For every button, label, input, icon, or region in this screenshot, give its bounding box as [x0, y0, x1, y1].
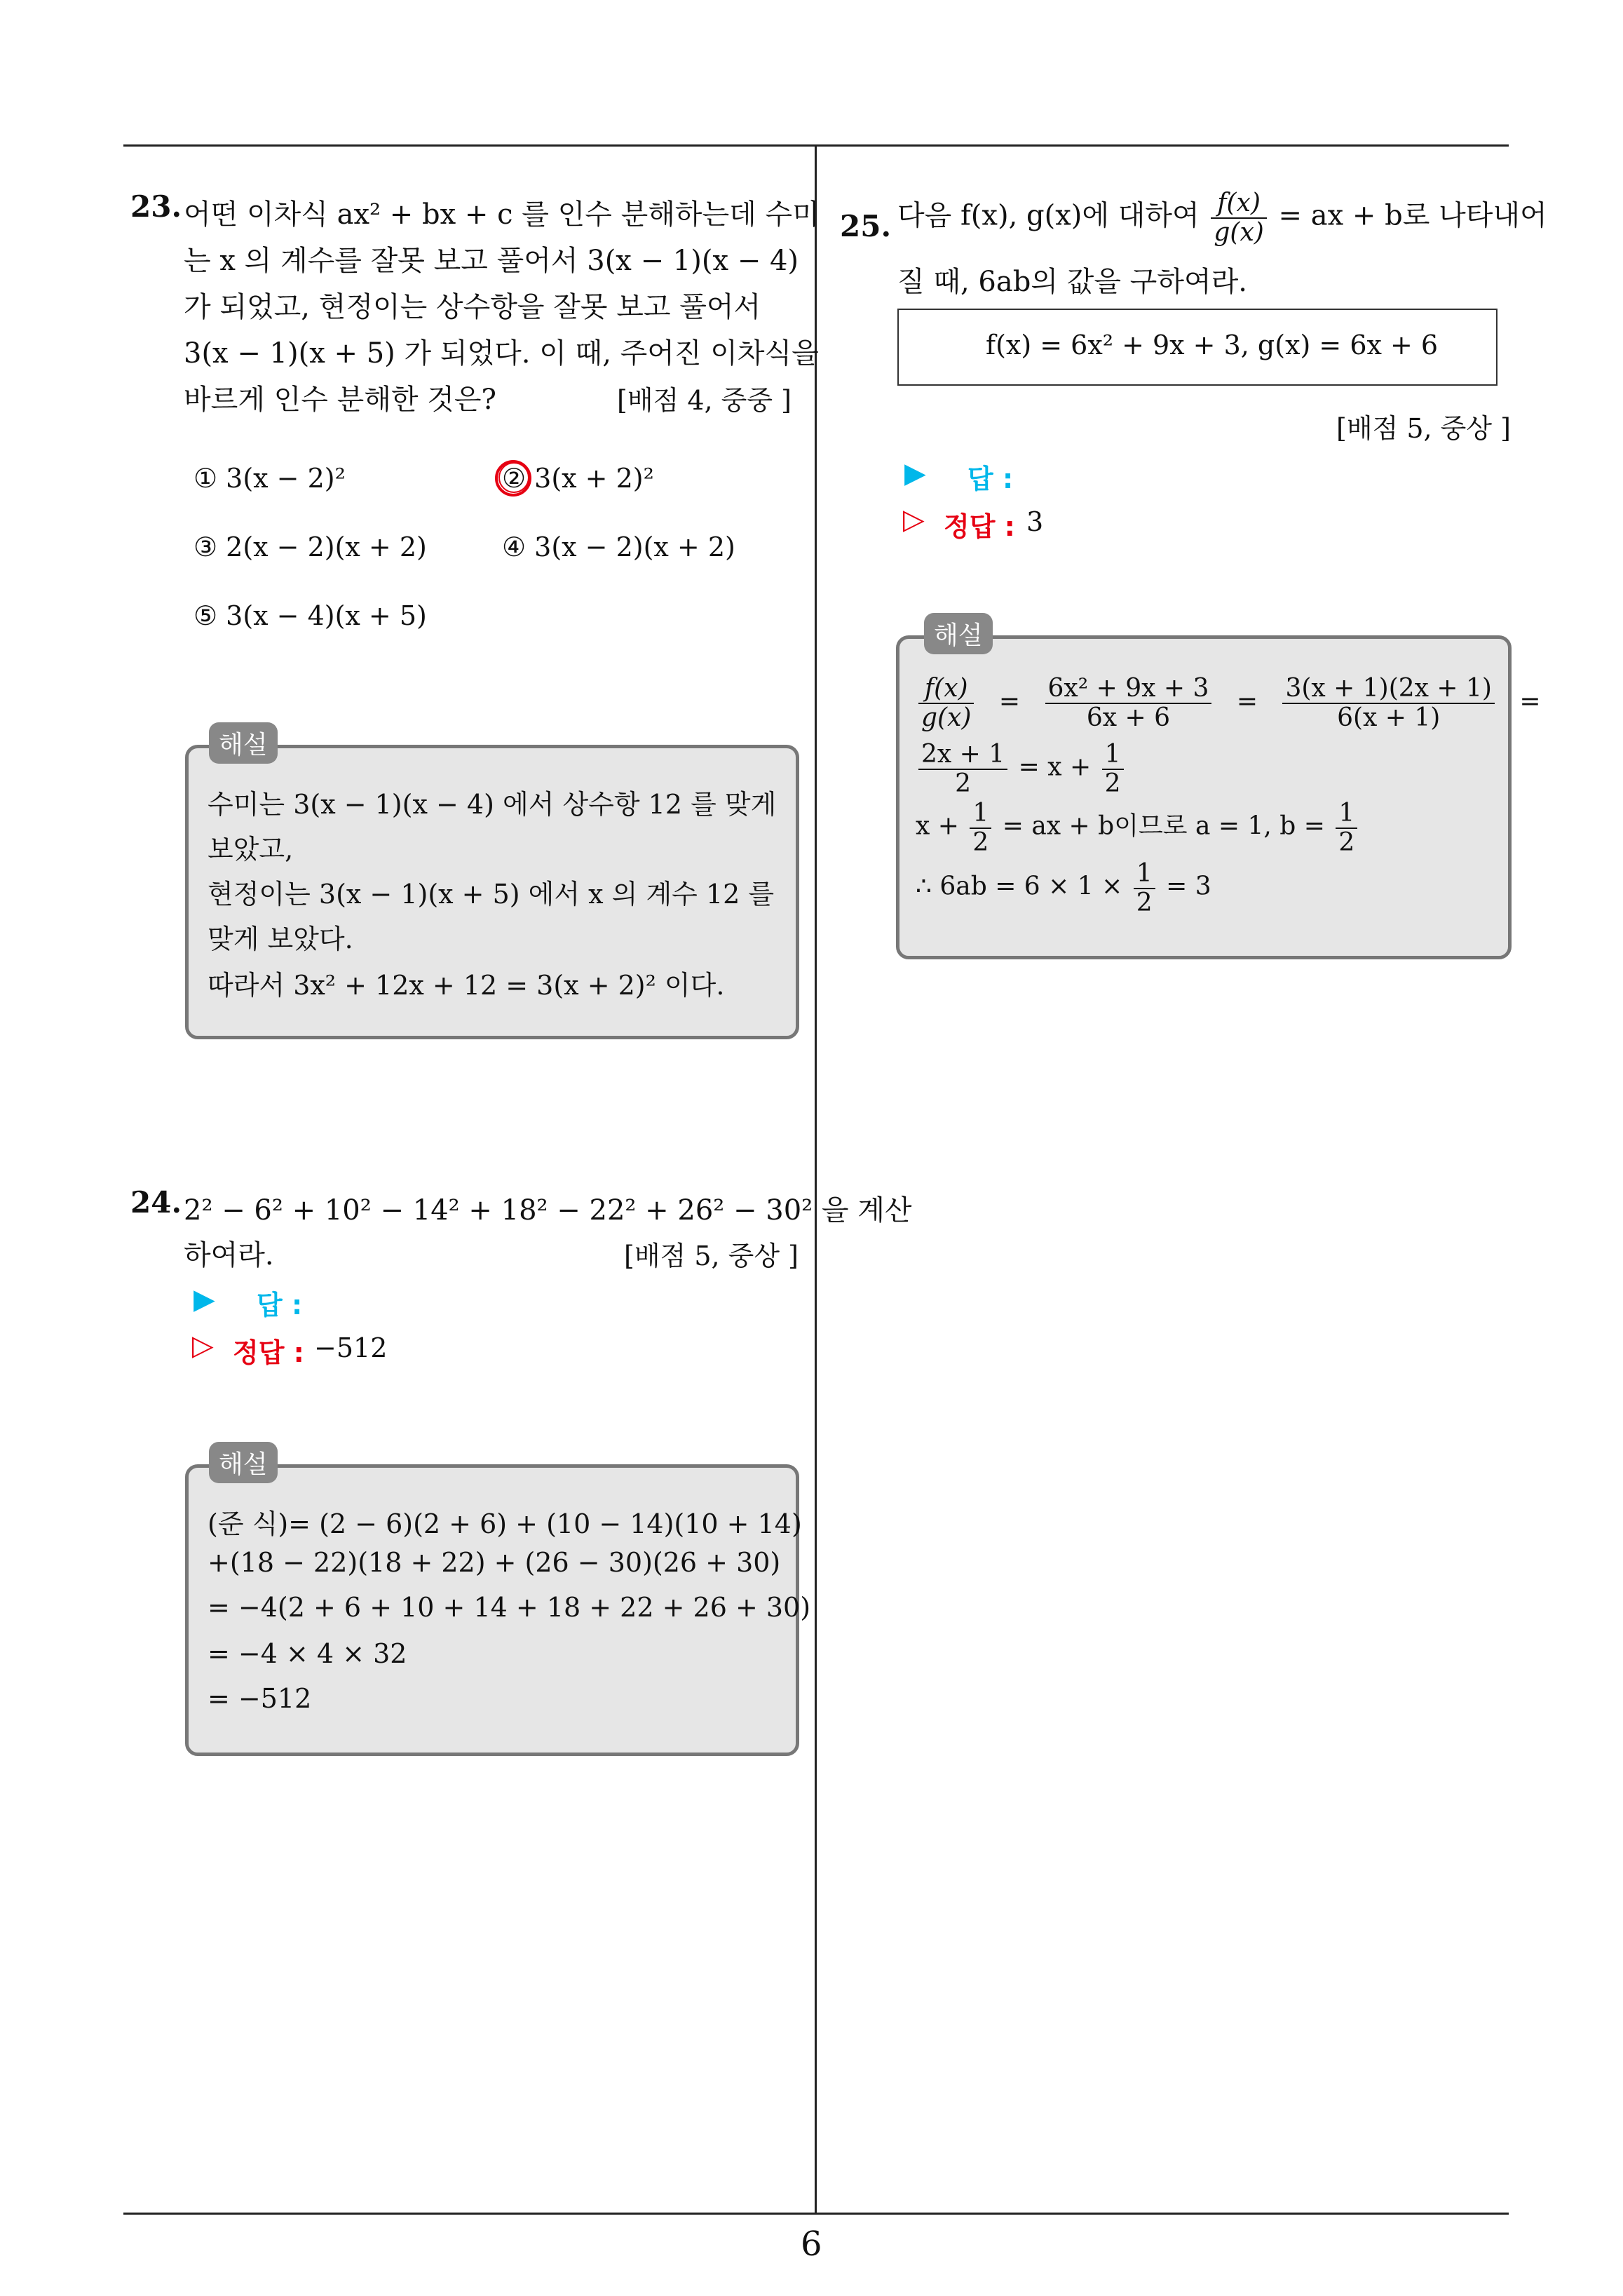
- q23-choice-3[interactable]: ③ 2(x − 2)(x + 2): [193, 532, 427, 562]
- q23-score: [배점 4, 중중 ]: [617, 385, 792, 416]
- q25-score: [배점 5, 중상 ]: [1336, 413, 1511, 444]
- q24-solution-line-2: +(18 − 22)(18 + 22) + (26 − 30)(26 + 30): [208, 1547, 781, 1578]
- q23-solution-line-3: 현정이는 3(x − 1)(x + 5) 에서 x 의 계수 12 를: [208, 879, 775, 910]
- q25-key-arrow-icon: ▷: [903, 504, 925, 536]
- q25-given-text: f(x) = 6x² + 9x + 3, g(x) = 6x + 6: [986, 330, 1439, 360]
- q25-key-value: 3: [1026, 506, 1044, 537]
- q24-score: [배점 5, 중상 ]: [624, 1241, 799, 1271]
- q24-line-2: 하여라.: [184, 1239, 274, 1271]
- column-divider: [815, 144, 817, 2213]
- selected-answer-circle-icon: [491, 456, 536, 501]
- q25-line-1a: 다음 f(x), g(x)에 대하여: [897, 199, 1200, 232]
- q24-line-1: 2² − 6² + 10² − 14² + 18² − 22² + 26² − 30² 을 계산: [184, 1194, 912, 1227]
- q23-solution-tag: 해설: [209, 722, 278, 764]
- q23-line-1: 어떤 이차식 ax² + bx + c 를 인수 분해하는데 수미: [184, 198, 820, 231]
- q23-choice-5[interactable]: ⑤ 3(x − 4)(x + 5): [193, 600, 427, 631]
- q24-answer-label: 답 :: [257, 1290, 303, 1321]
- q23-line-5: 바르게 인수 분해한 것은?: [184, 384, 496, 416]
- q24-key-arrow-icon: ▷: [192, 1330, 214, 1362]
- q25-solution-row-1: $\frac{f(x)}{g(x)}$ = $\frac{\text{6x² + 9x + 3}}{6x + 6}$ = $\frac{3(x + 1)(2x + 1)}{6(x + 1)}$ =: [916, 675, 1555, 731]
- q23-line-3: 가 되었고, 현정이는 상수항을 잘못 보고 풀어서: [184, 291, 761, 323]
- q25-line-1: [897, 189, 1547, 246]
- q25-key-label: 정답 :: [944, 511, 1015, 542]
- bottom-rule: [123, 2213, 1509, 2215]
- q25-line-1b: = ax + b로 나타내어: [1278, 199, 1547, 232]
- q23-line-2: 는 x 의 계수를 잘못 보고 풀어서 3(x − 1)(x − 4): [184, 245, 799, 277]
- q24-number: 24.: [130, 1185, 182, 1220]
- q23-choice-2[interactable]: ② 3(x + 2)²: [502, 463, 654, 494]
- q25-line-2: 질 때, 6ab의 값을 구하여라.: [897, 266, 1247, 298]
- q23-choice-4[interactable]: ④ 3(x − 2)(x + 2): [502, 532, 735, 562]
- q24-key-label: 정답 :: [233, 1337, 304, 1368]
- q25-number: 25.: [840, 209, 892, 243]
- q25-solution-row-3: x + $\frac{1}{2}$ = ax + b이므로 a = 1, b = $\frac{1}{2}$: [916, 799, 1360, 856]
- q25-answer-arrow-icon: ▶: [904, 457, 926, 489]
- q24-solution-tag: 해설: [209, 1442, 278, 1483]
- q25-ratio-fraction: $\frac{f(x)}{g(x)}$: [1211, 189, 1266, 246]
- q23-solution-line-1: 수미는 3(x − 1)(x − 4) 에서 상수항 12 를 맞게: [208, 789, 777, 820]
- q23-solution-line-4: 맞게 보았다.: [208, 924, 353, 954]
- q24-solution-line-1: (준 식)= (2 − 6)(2 + 6) + (10 − 14)(10 + 14): [208, 1508, 802, 1539]
- q24-answer-arrow-icon: ▶: [193, 1283, 215, 1316]
- q24-key-value: −512: [314, 1332, 388, 1363]
- q24-solution-line-4: = −4 × 4 × 32: [208, 1638, 407, 1669]
- q23-solution-line-5: 따라서 3x² + 12x + 12 = 3(x + 2)² 이다.: [208, 970, 725, 1001]
- q24-solution-line-3: = −4(2 + 6 + 10 + 14 + 18 + 22 + 26 + 30): [208, 1592, 811, 1623]
- q25-answer-label: 답 :: [967, 464, 1014, 494]
- q24-solution-line-5: = −512: [208, 1683, 312, 1714]
- q25-solution-row-2: $\frac{2x + 1}{2}$ = x + $\frac{1}{2}$: [916, 741, 1127, 797]
- q23-number: 23.: [130, 189, 182, 224]
- page-number: 6: [801, 2224, 822, 2264]
- q25-solution-tag: 해설: [924, 613, 993, 654]
- q23-choice-1[interactable]: ① 3(x − 2)²: [193, 463, 346, 494]
- q25-solution-row-4: ∴ 6ab = 6 × 1 × $\frac{1}{2}$ = 3: [916, 859, 1211, 917]
- q23-solution-line-2: 보았고,: [208, 834, 294, 865]
- q23-line-4: 3(x − 1)(x + 5) 가 되었다. 이 때, 주어진 이차식을: [184, 337, 819, 370]
